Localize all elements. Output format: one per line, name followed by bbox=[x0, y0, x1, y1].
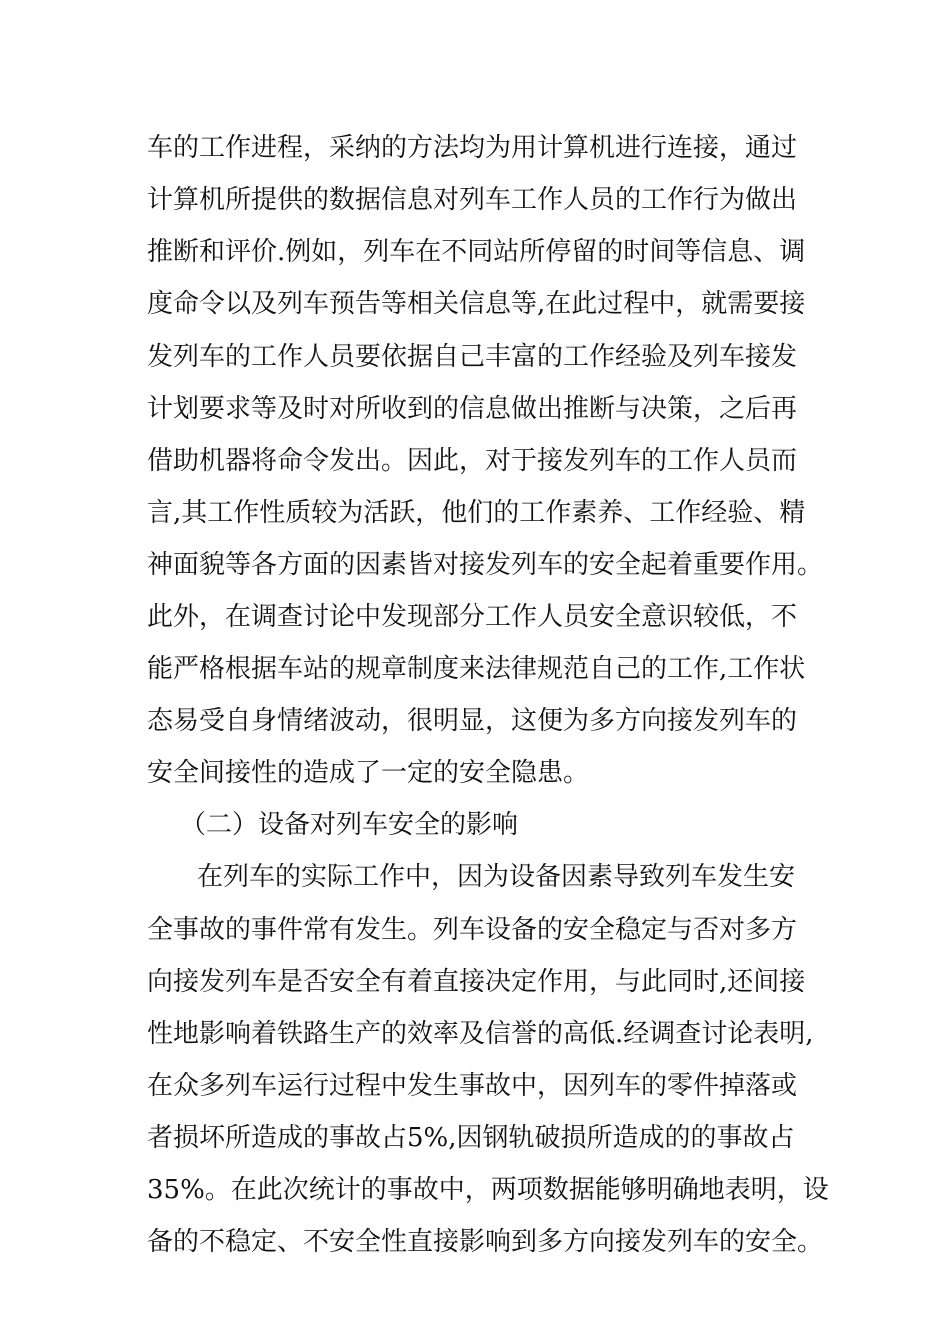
body-text-line: 计划要求等及时对所收到的信息做出推断与决策，之后再 bbox=[147, 394, 798, 424]
body-text-line: 在众多列车运行过程中发生事故中，因列车的零件掉落或 bbox=[147, 1071, 798, 1101]
body-text-line: 向接发列车是否安全有着直接决定作用，与此同时,还间接 bbox=[147, 967, 806, 997]
body-text-line: 推断和评价.例如，列车在不同站所停留的时间等信息、调 bbox=[147, 237, 806, 267]
body-text-line: 计算机所提供的数据信息对列车工作人员的工作行为做出 bbox=[147, 185, 798, 215]
body-text-line: 安全间接性的造成了一定的安全隐患。 bbox=[147, 758, 590, 788]
body-text-line: 在列车的实际工作中，因为设备因素导致列车发生安 bbox=[197, 862, 796, 892]
section-heading: （二）设备对列车安全的影响 bbox=[180, 810, 519, 840]
body-text-line: 发列车的工作人员要依据自己丰富的工作经验及列车接发 bbox=[147, 342, 798, 372]
body-text-line: 车的工作进程，采纳的方法均为用计算机进行连接，通过 bbox=[147, 133, 798, 163]
body-text-line: 言,其工作性质较为活跃，他们的工作素养、工作经验、精 bbox=[147, 498, 806, 528]
body-text-line: 态易受自身情绪波动，很明显，这便为多方向接发列车的 bbox=[147, 706, 798, 736]
body-text-line: 性地影响着铁路生产的效率及信誉的高低.经调查讨论表明, bbox=[147, 1019, 814, 1049]
body-text-line: 此外，在调查讨论中发现部分工作人员安全意识较低，不 bbox=[147, 602, 798, 632]
body-text-line: 全事故的事件常有发生。列车设备的安全稳定与否对多方 bbox=[147, 915, 798, 945]
body-text-line: 度命令以及列车预告等相关信息等,在此过程中，就需要接 bbox=[147, 289, 806, 319]
body-text-line: 神面貌等各方面的因素皆对接发列车的安全起着重要作用。 bbox=[147, 550, 824, 580]
body-text-line: 者损坏所造成的事故占5%,因钢轨破损所造成的的事故占 bbox=[147, 1123, 795, 1153]
body-text-line: 借助机器将命令发出。因此，对于接发列车的工作人员而 bbox=[147, 446, 798, 476]
body-text-line: 备的不稳定、不安全性直接影响到多方向接发列车的安全。 bbox=[147, 1227, 824, 1257]
body-text-line: 35%。在此次统计的事故中，两项数据能够明确地表明，设 bbox=[147, 1175, 829, 1205]
body-text-line: 能严格根据车站的规章制度来法律规范自己的工作,工作状 bbox=[147, 654, 806, 684]
